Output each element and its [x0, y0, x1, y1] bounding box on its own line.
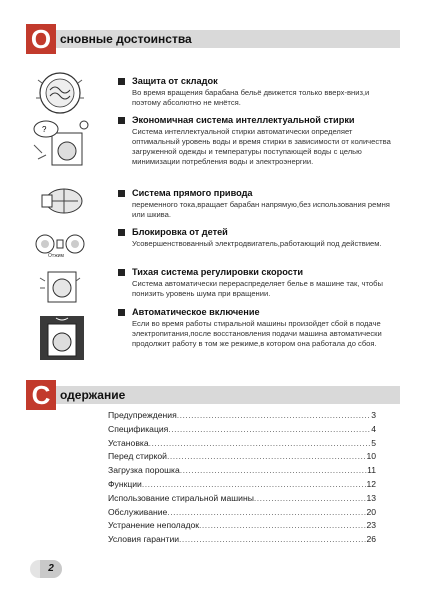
toc-entry[interactable]: Загрузка порошка ..... 11	[108, 465, 376, 479]
child-lock-caption: Отжим	[48, 253, 64, 259]
toc-entry[interactable]: Предупреждения ..... 3	[108, 410, 376, 424]
feature-wrinkle-protection	[118, 76, 400, 108]
feature-quiet-speed	[118, 267, 400, 299]
section-header-letter: О	[26, 24, 56, 54]
direct-drive-illustration	[38, 183, 88, 219]
feature-text: Система интеллектуальной стирки автоматически определяет оптимальный уровень воды и время стирки в зависимости от количества загруженной одежды и температуры поступающей воды с целью минимизации потребления воды и электроэнергии.	[132, 127, 391, 166]
toc-entry[interactable]: Функции ..... 12	[108, 479, 376, 493]
feature-title: Блокировка от детей	[132, 227, 228, 237]
feature-title: Автоматическое включение	[132, 307, 260, 317]
drum-wrinkle-illustration	[30, 68, 90, 118]
toc-entry[interactable]: Устранение неполадок ..... 23	[108, 520, 376, 534]
feature-title: Система прямого привода	[132, 188, 253, 198]
feature-text: Во время вращения барабана бельё движется только вверх-вниз,и поэтому абсолютно не мнётся.	[132, 88, 370, 107]
feature-text: Усовершенствованный электродвигатель,работающий под действием.	[132, 239, 382, 248]
feature-child-lock	[118, 227, 400, 249]
svg-text:?: ?	[42, 125, 47, 134]
contents-header-letter: С	[26, 380, 56, 410]
feature-title: Тихая система регулировки скорости	[132, 267, 303, 277]
contents-header-title: одержание	[60, 388, 126, 402]
auto-restart-illustration	[36, 312, 88, 364]
bullet-square-icon	[118, 190, 125, 197]
feature-title: Защита от складок	[132, 76, 218, 86]
quiet-speed-illustration	[36, 268, 86, 304]
bullet-square-icon	[118, 117, 125, 124]
feature-auto-restart	[118, 307, 400, 349]
feature-text: переменного тока,вращает барабан напрямую,без использования ремня или шкива.	[132, 200, 390, 219]
toc-entry[interactable]: Перед стиркой ..... 10	[108, 451, 376, 465]
section-header-title: сновные достоинства	[60, 32, 192, 46]
bullet-square-icon	[118, 229, 125, 236]
feature-direct-drive	[118, 188, 400, 220]
table-of-contents	[108, 410, 376, 548]
bullet-square-icon	[118, 309, 125, 316]
toc-entry[interactable]: Использование стиральной машины ..... 13	[108, 493, 376, 507]
toc-entry[interactable]: Условия гарантии ..... 26	[108, 534, 376, 548]
toc-entry[interactable]: Установка ..... 5	[108, 438, 376, 452]
toc-entry[interactable]: Обслуживание ..... 20	[108, 507, 376, 521]
bullet-square-icon	[118, 269, 125, 276]
feature-text: Система автоматически перераспределяет белье в машине так, чтобы понизить уровень шума при вращении.	[132, 279, 383, 298]
child-lock-illustration	[30, 231, 90, 265]
smart-wash-illustration	[28, 115, 92, 169]
page-number: 2	[40, 560, 62, 578]
feature-smart-wash	[118, 115, 400, 167]
bullet-square-icon	[118, 78, 125, 85]
feature-title: Экономичная система интеллектуальной стирки	[132, 115, 355, 125]
toc-entry[interactable]: Спецификация ..... 4	[108, 424, 376, 438]
feature-text: Если во время работы стиральной машины произойдет сбой в подаче электропитания,после восстановления подачи машина автоматически продолжит работу в том же режиме,в котором она работала до сбоя.	[132, 319, 382, 348]
